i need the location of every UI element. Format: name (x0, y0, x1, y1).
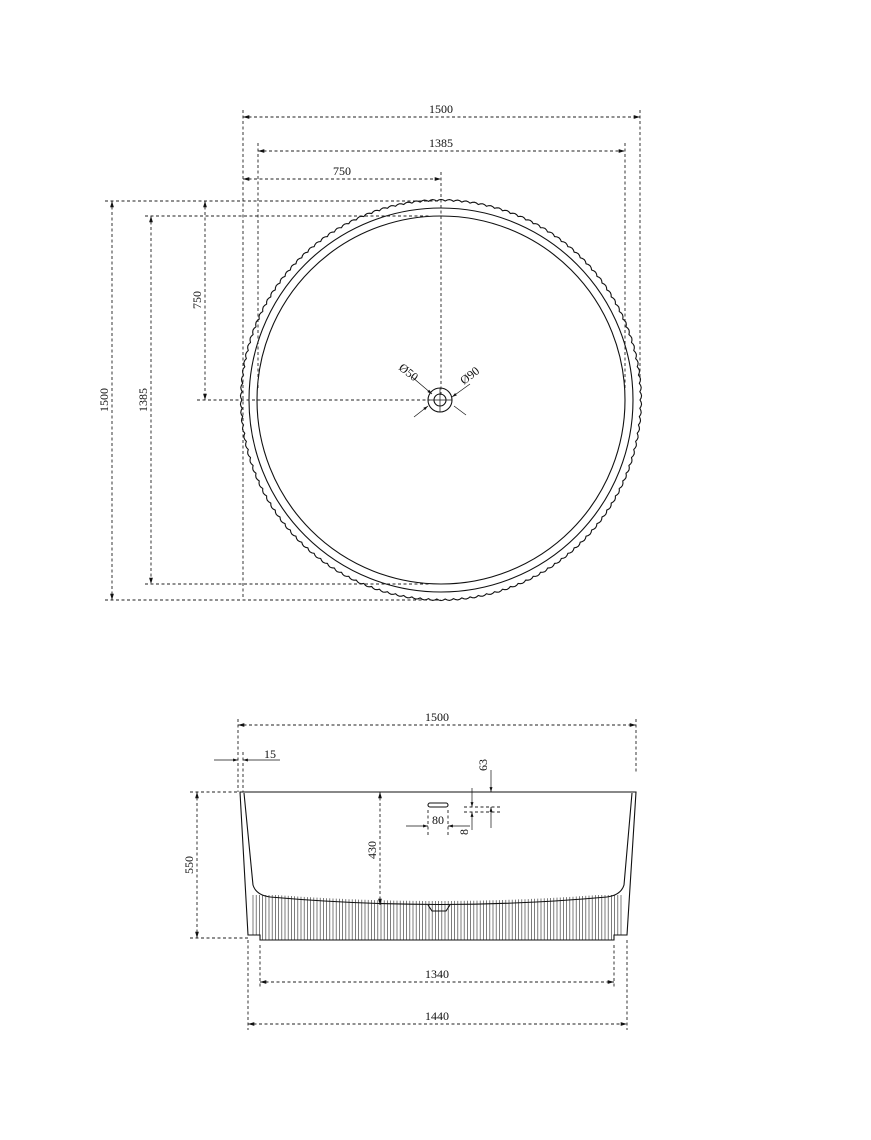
dim-1500-top-label: 1500 (429, 102, 453, 116)
dim-750-left-label: 750 (190, 291, 204, 309)
dim-1500-left-label: 1500 (97, 388, 111, 412)
dim-1340-label: 1340 (425, 967, 449, 981)
dim-1500-side-label: 1500 (425, 710, 449, 724)
tub-inner-wall-left (244, 793, 270, 897)
drain-side (428, 905, 450, 911)
dim-1440-label: 1440 (425, 1009, 449, 1023)
tub-inner-wall-right (607, 793, 632, 897)
drain-outer-dim: Ø90 (457, 363, 483, 388)
ribbed-base-band (253, 895, 621, 940)
dim-80-label: 80 (432, 813, 444, 827)
drain-inner-dim: Ø50 (396, 360, 422, 385)
side-view (182, 710, 636, 1030)
dim-63-label: 63 (476, 759, 490, 771)
dim-550-label: 550 (182, 856, 196, 874)
top-view (97, 102, 642, 601)
dim-15-label: 15 (264, 747, 276, 761)
dim-1385-left-label: 1385 (136, 388, 150, 412)
dim-430-label: 430 (365, 841, 379, 859)
overflow-slot (428, 803, 448, 807)
dim-750-top-label: 750 (333, 164, 351, 178)
dim-1385-top-label: 1385 (429, 136, 453, 150)
dim-8-label: 8 (457, 829, 471, 835)
